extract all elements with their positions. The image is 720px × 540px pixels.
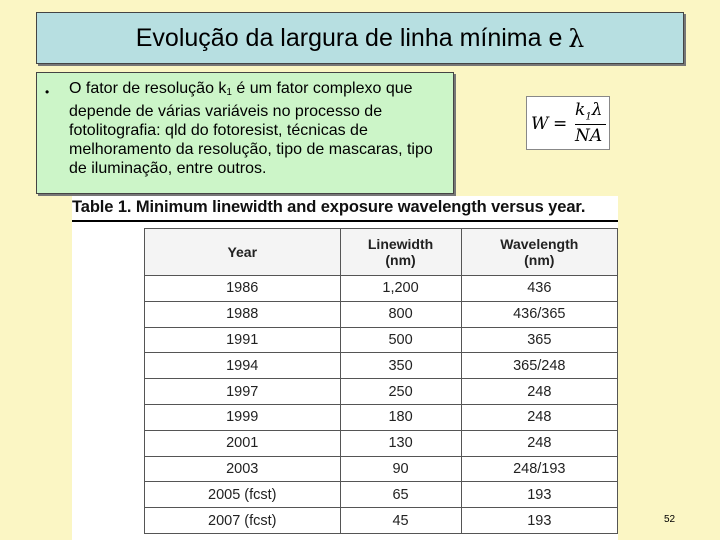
linewidth-cell: 130 bbox=[340, 430, 461, 456]
year-cell: 1997 bbox=[145, 379, 341, 405]
resolution-paragraph bbox=[69, 79, 449, 178]
paragraph-prefix: O fator de resolução k bbox=[69, 80, 227, 97]
resolution-formula bbox=[526, 96, 610, 150]
year-cell: 1991 bbox=[145, 327, 341, 353]
formula-denominator: NA bbox=[575, 126, 603, 146]
linewidth-cell: 800 bbox=[340, 301, 461, 327]
slide-title: Evolução da largura de linha mínima e bbox=[135, 23, 563, 52]
figure-caption: Table 1. Minimum linewidth and exposure wavelength versus year. bbox=[72, 198, 586, 216]
formula-equals: = bbox=[553, 114, 568, 134]
text-box bbox=[36, 72, 454, 194]
wavelength-cell: 436/365 bbox=[461, 301, 617, 327]
paragraph-suffix: é um fator complexo que depende de várias variáveis no processo de fotolitografia: qld do fotoresist, técnicas de melhoramento da resolução, tipo de mascaras, tipo de iluminação, entre outros. bbox=[69, 80, 433, 177]
linewidth-cell: 65 bbox=[340, 482, 461, 508]
year-cell: 2001 bbox=[145, 430, 341, 456]
wavelength-cell: 193 bbox=[461, 508, 617, 534]
formula-k: k bbox=[575, 100, 586, 120]
table-row bbox=[145, 301, 618, 327]
table-body bbox=[145, 276, 618, 534]
paragraph-subscript: 1 bbox=[226, 87, 232, 98]
wavelength-cell: 248 bbox=[461, 379, 617, 405]
slide-title-box bbox=[36, 12, 684, 64]
formula-lhs: W bbox=[531, 114, 549, 134]
linewidth-cell: 90 bbox=[340, 456, 461, 482]
table-row bbox=[145, 430, 618, 456]
table-row bbox=[145, 404, 618, 430]
linewidth-cell: 1,200 bbox=[340, 276, 461, 302]
header-wavelength: Wavelength (nm) bbox=[461, 229, 617, 276]
year-cell: 2003 bbox=[145, 456, 341, 482]
table-row bbox=[145, 482, 618, 508]
wavelength-cell: 365/248 bbox=[461, 353, 617, 379]
year-cell: 1999 bbox=[145, 404, 341, 430]
table-row bbox=[145, 276, 618, 302]
linewidth-cell: 45 bbox=[340, 508, 461, 534]
wavelength-cell: 436 bbox=[461, 276, 617, 302]
year-cell: 1994 bbox=[145, 353, 341, 379]
linewidth-table-figure bbox=[72, 196, 618, 540]
year-cell: 2005 (fcst) bbox=[145, 482, 341, 508]
table-header-row bbox=[145, 229, 618, 276]
lambda-symbol: λ bbox=[568, 23, 585, 53]
linewidth-table bbox=[144, 228, 618, 534]
linewidth-cell: 350 bbox=[340, 353, 461, 379]
wavelength-cell: 365 bbox=[461, 327, 617, 353]
table-row bbox=[145, 508, 618, 534]
formula-numerator bbox=[575, 100, 602, 122]
bullet-icon: • bbox=[45, 85, 50, 99]
header-linewidth: Linewidth (nm) bbox=[340, 229, 461, 276]
wavelength-cell: 248 bbox=[461, 430, 617, 456]
linewidth-cell: 250 bbox=[340, 379, 461, 405]
table-row bbox=[145, 327, 618, 353]
table-row bbox=[145, 353, 618, 379]
formula-k-sub: 1 bbox=[585, 111, 592, 123]
caption-rule bbox=[72, 220, 618, 222]
wavelength-cell: 248/193 bbox=[461, 456, 617, 482]
formula-lambda: λ bbox=[591, 100, 603, 120]
linewidth-cell: 180 bbox=[340, 404, 461, 430]
fraction-bar bbox=[575, 124, 606, 125]
linewidth-cell: 500 bbox=[340, 327, 461, 353]
year-cell: 1988 bbox=[145, 301, 341, 327]
year-cell: 2007 (fcst) bbox=[145, 508, 341, 534]
table-row bbox=[145, 379, 618, 405]
header-year: Year bbox=[145, 229, 341, 276]
year-cell: 1986 bbox=[145, 276, 341, 302]
table-row bbox=[145, 456, 618, 482]
page-number: 52 bbox=[664, 514, 676, 525]
wavelength-cell: 193 bbox=[461, 482, 617, 508]
wavelength-cell: 248 bbox=[461, 404, 617, 430]
